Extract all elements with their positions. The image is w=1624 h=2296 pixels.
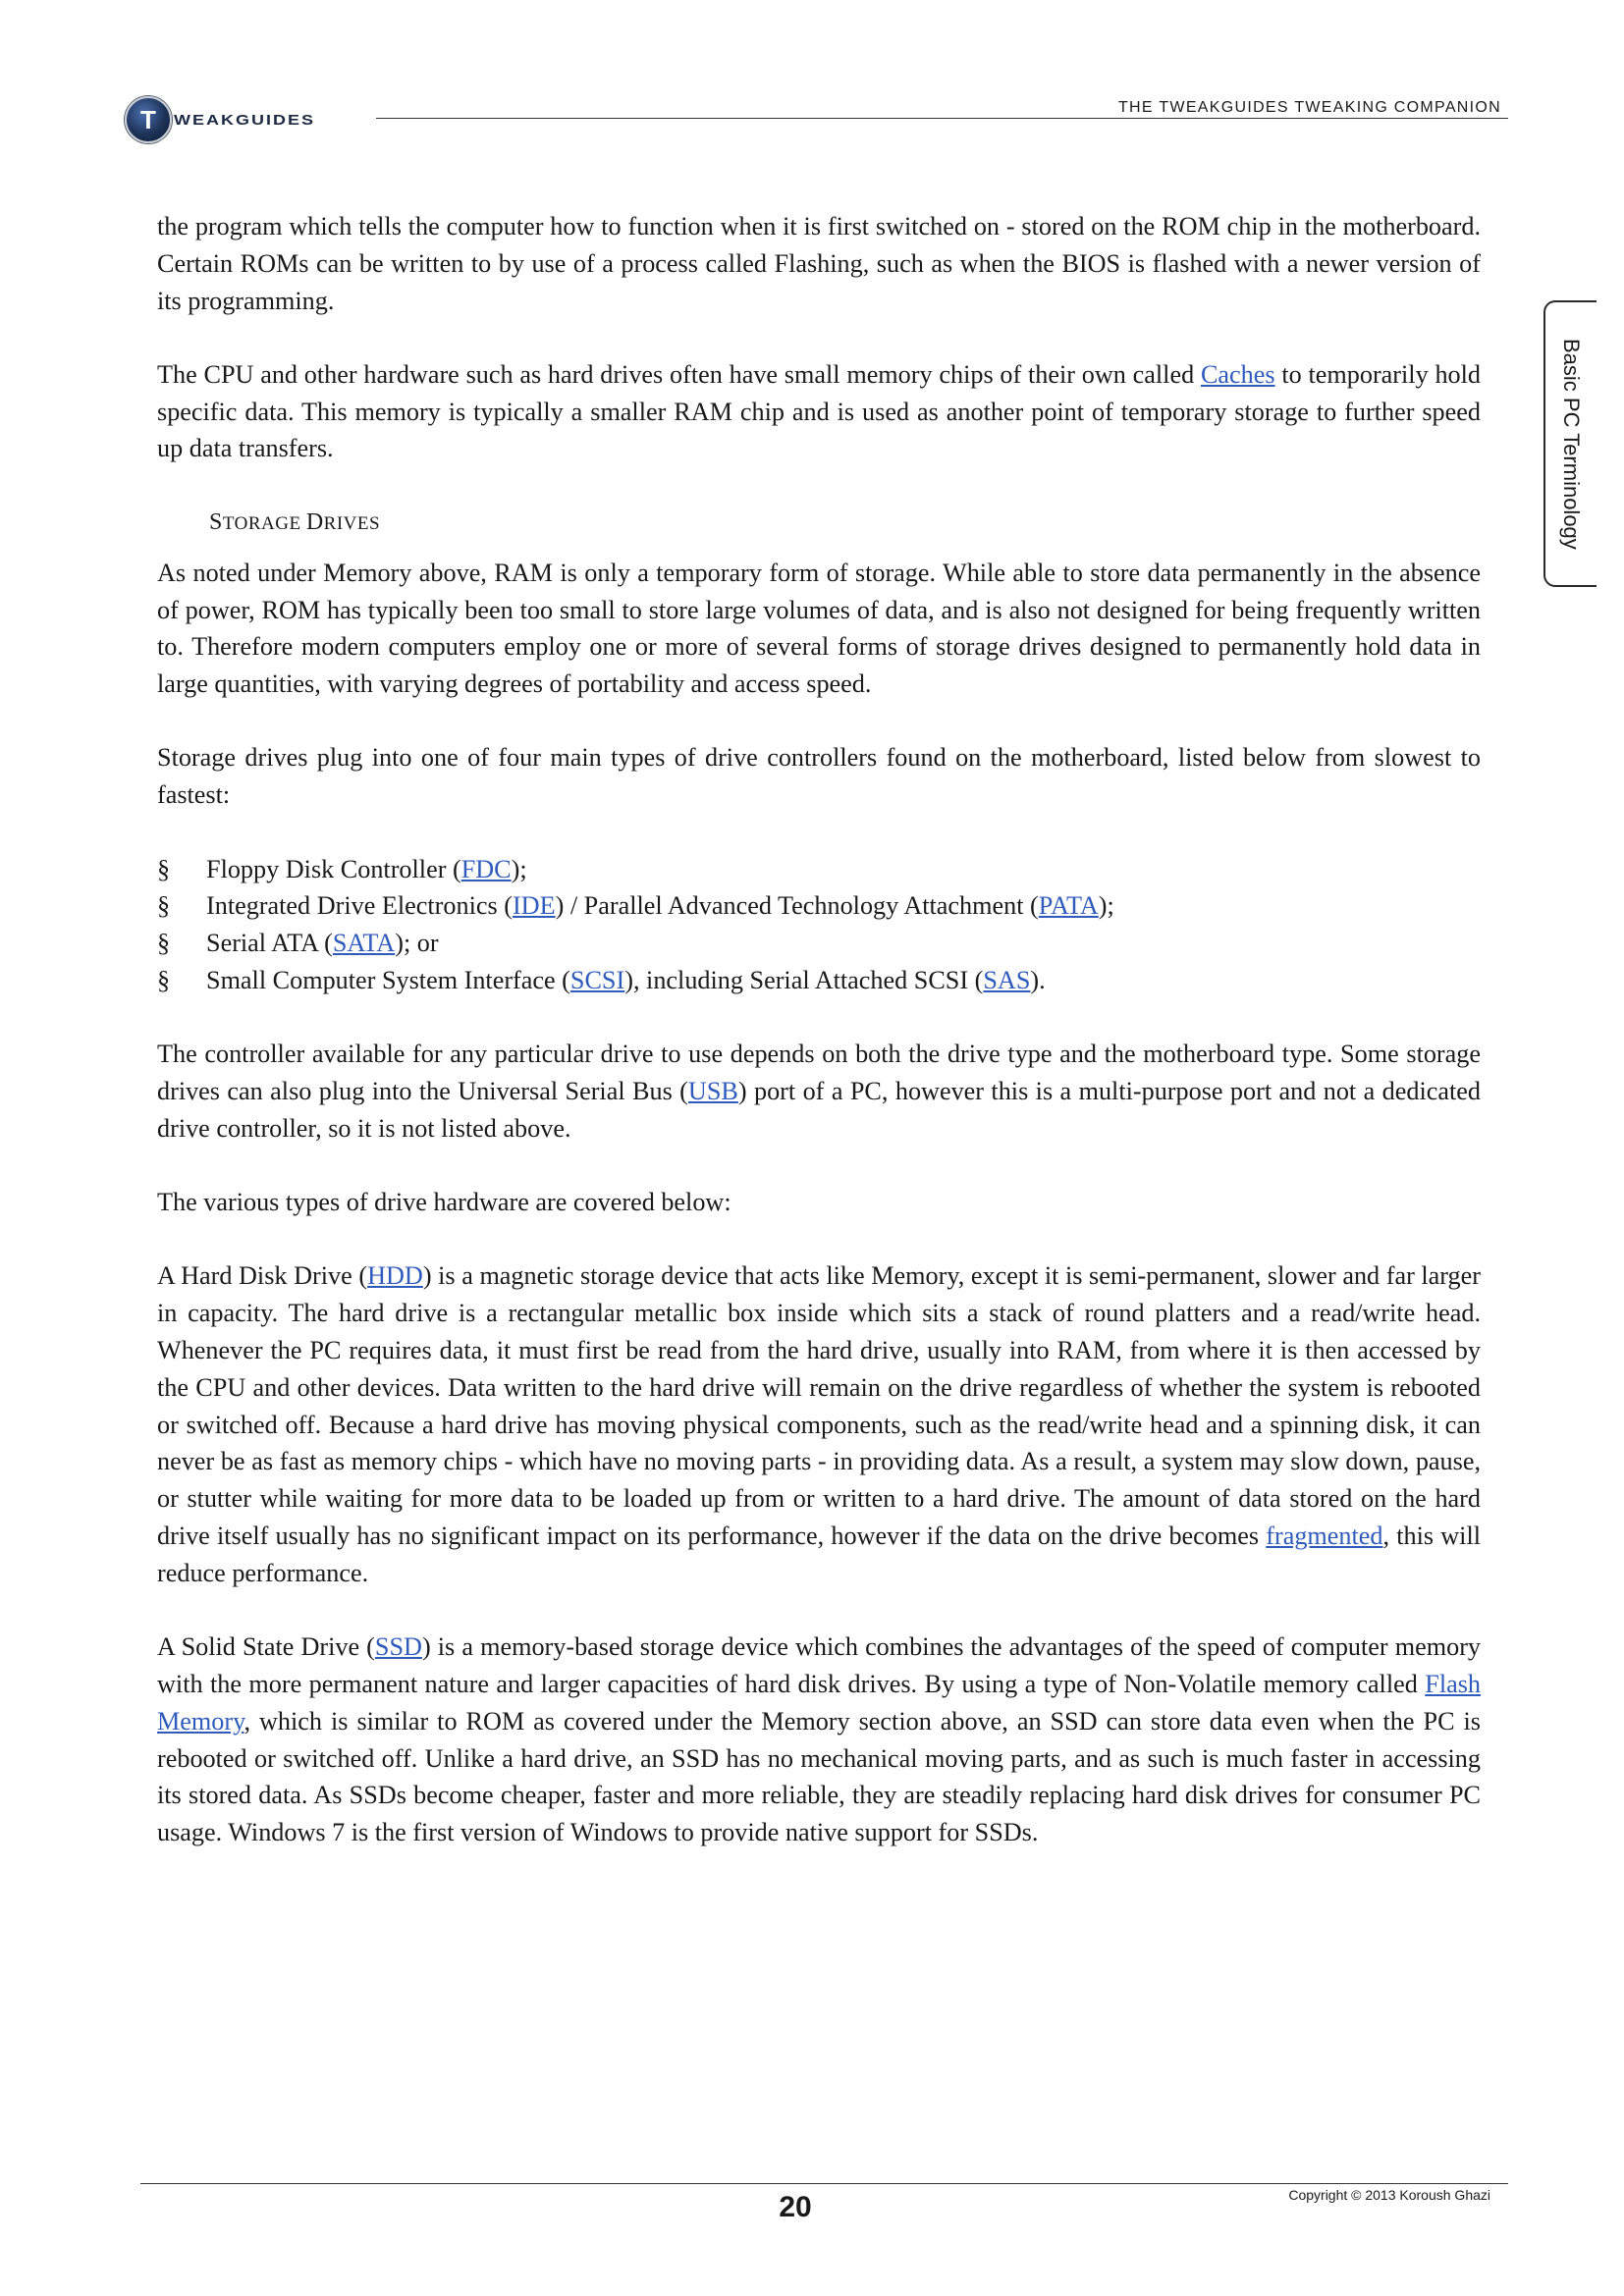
link-fdc[interactable]: FDC [460,854,512,883]
link-flash-memory[interactable]: Flash Memory [157,1669,1481,1735]
text-span: Small Computer System Interface ( [206,965,570,994]
list-item-text [206,962,1046,999]
header-divider [376,118,1508,119]
document-title: THE TWEAKGUIDES TWEAKING COMPANION [1117,99,1501,116]
paragraph-controllers: Storage drives plug into one of four main types of drive controllers found on the motherboard, listed below from slowest to fastest: [157,743,1481,810]
link-hdd[interactable]: HDD [367,1261,423,1291]
text-span: ); [511,854,527,883]
site-logo [125,95,315,144]
text-span: , which is similar to ROM as covered under the Memory section above, an SSD can store data even when the PC is rebooted or switched off. Unlike a hard drive, an SSD has no mechanical moving parts, and as such is much faster in accessing its stored data. As SSDs become cheaper, faster and more reliable, they are steadily replacing hard disk drives for consumer PC usage. Windows 7 is the first version of Windows to provide native support for SSDs. [157,1706,1481,1847]
section-sign-icon: § [157,965,171,994]
list-item [157,962,1481,999]
logo-wordmark: WEAKGUIDES [174,111,316,128]
list-item-text [206,851,527,888]
link-sata[interactable]: SATA [332,929,396,958]
text-span: A Hard Disk Drive ( [157,1261,368,1291]
text-span: Integrated Drive Electronics ( [206,891,513,921]
chapter-tab-label: Basic PC Terminology [1559,338,1584,550]
page-body [157,208,1481,1888]
paragraph-usb [157,1036,1481,1147]
logo-disc-icon [125,96,172,143]
list-item [157,925,1481,962]
text-span: ) / Parallel Advanced Technology Attachment ( [555,891,1039,921]
heading-smallcaps: RIVES [323,512,381,534]
text-span: ) port of a PC, however this is a multi-purpose port and not a dedicated drive controller, so it is not listed above. [157,1077,1481,1143]
paragraph-bios: the program which tells the computer how to function when it is first switched on - stored on the ROM chip in the motherboard. Certain ROMs can be written to by use of a process called Flashing, such as when the BIOS is flashed with a newer version of its programming. [157,212,1481,315]
link-usb[interactable]: USB [687,1077,738,1106]
link-fragmented[interactable]: fragmented [1266,1522,1383,1551]
list-item-text [206,925,439,962]
text-span: A Solid State Drive ( [157,1632,375,1662]
list-item-text [206,887,1114,925]
text-span: Floppy Disk Controller ( [206,854,461,883]
text-span: ) is a magnetic storage device that acts like Memory, except it is semi-permanent, slower and far larger in capacity. The hard drive is a rectangular metallic box inside which sits a stack of round platters and a read/write head. Whenever the PC requires data, it must first be read from the hard drive, usually into RAM, from where it is then accessed by the CPU and other devices. Data written to the hard drive will remain on the drive regardless of whether the system is rebooted or switched off. Because a hard drive has moving physical components, such as the read/write head and a spinning disk, it can never be as fast as memory chips - which have no moving parts - in providing data. As a result, a system may slow down, pause, or stutter while waiting for more data to be loaded up from or written to a hard drive. The amount of data stored on the hard drive itself usually has no significant impact on its performance, however if the data on the drive becomes [157,1261,1481,1551]
link-pata[interactable]: PATA [1038,891,1099,921]
footer-divider [140,2183,1508,2184]
paragraph-ssd [157,1629,1481,1851]
copyright-notice: Copyright © 2013 Koroush Ghazi [1288,2187,1490,2203]
heading-smallcaps: TORAGE [222,512,306,534]
section-sign-icon: § [157,891,171,921]
logo-letter: T [140,104,156,134]
text-span: ), including Serial Attached SCSI ( [624,965,984,994]
chapter-tab [1543,300,1597,587]
text-span: ); [1098,891,1114,921]
link-scsi[interactable]: SCSI [569,965,625,994]
section-sign-icon: § [157,854,171,883]
paragraph-drive-types: The various types of drive hardware are covered below: [157,1188,731,1217]
text-span: The CPU and other hardware such as hard drives often have small memory chips of their own called [157,359,1201,389]
link-ssd[interactable]: SSD [374,1632,422,1662]
text-span: ) is a memory-based storage device which combines the advantages of the speed of computer memory with the more permanent nature and larger capacities of hard disk drives. By using a type of Non-Volatile memory called [157,1632,1482,1698]
link-caches[interactable]: Caches [1200,359,1275,389]
paragraph-hdd [157,1257,1481,1591]
page-number: 20 [779,2191,812,2223]
list-item [157,887,1481,925]
text-span: The controller available for any particular drive to use depends on both the drive type and the motherboard type. Some storage drives can also plug into the Universal Serial Bus ( [157,1040,1481,1106]
paragraph-caches [157,356,1481,467]
text-span: to temporarily hold specific data. This memory is typically a smaller RAM chip and is used as another point of temporary storage to further speed up data transfers. [157,359,1481,463]
text-span: ); or [395,929,439,958]
link-ide[interactable]: IDE [512,891,556,921]
text-span: , this will reduce performance. [157,1522,1481,1587]
controller-list [157,851,1481,999]
section-heading-storage-drives [209,505,1481,542]
section-sign-icon: § [157,929,171,958]
heading-cap: S [209,508,223,535]
link-sas[interactable]: SAS [983,965,1031,994]
text-span: Serial ATA ( [206,929,333,958]
paragraph-storage-intro: As noted under Memory above, RAM is only a temporary form of storage. While able to store data permanently in the absence of power, ROM has typically been too small to store large volumes of data, and is also not designed for being frequently written to. Therefore modern computers employ one or more of several forms of storage drives designed to permanently hold data in large quantities, with varying degrees of portability and access speed. [157,558,1481,699]
text-span: ). [1030,965,1046,994]
heading-cap: D [305,508,324,535]
list-item [157,851,1481,888]
